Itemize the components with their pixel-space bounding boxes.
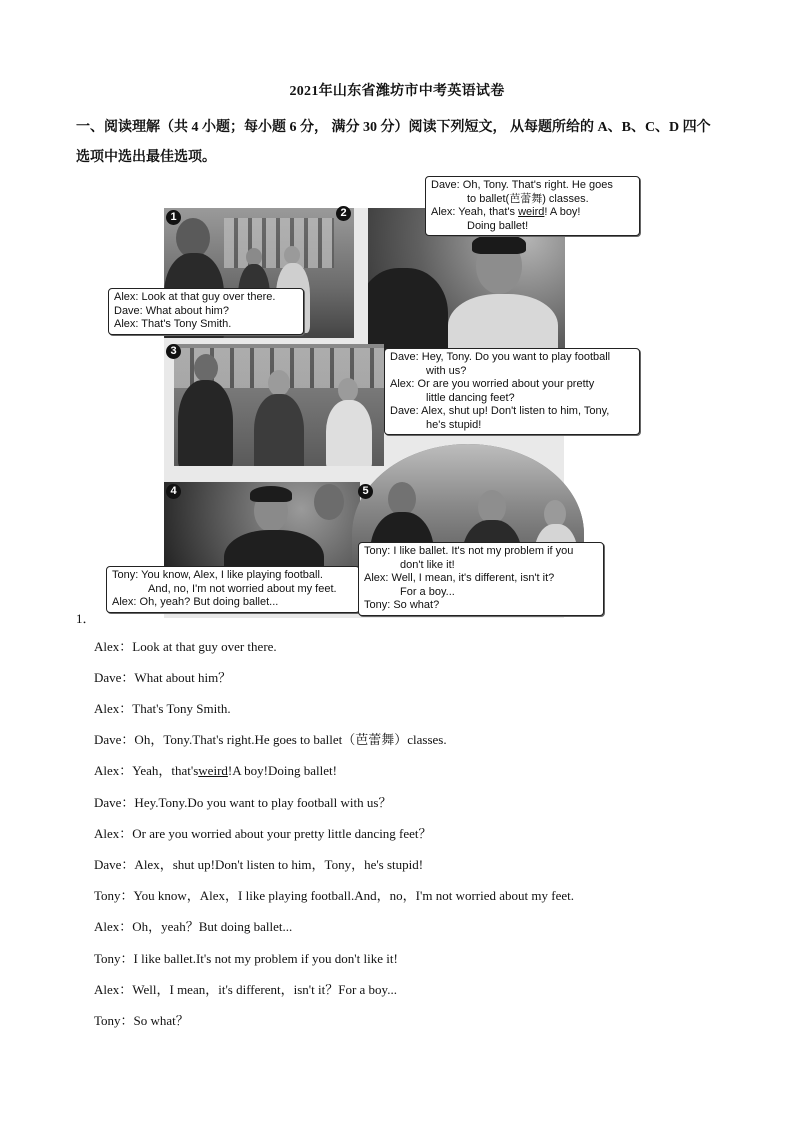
dialogue-line-8: Dave：Alex，shut up!Don't listen to him，Tony，he's stupid! (94, 857, 424, 872)
bubble-text: ! A boy! (544, 206, 581, 218)
dialogue-line-12: Alex：Well，I mean，it's different，isn't it？For a boy... (94, 982, 397, 997)
bubble-line: Doing ballet! (467, 219, 529, 232)
bubble-line: Alex: Oh, yeah? But doing ballet... (112, 596, 279, 608)
dialogue-line-2: Dave：What about him？ (94, 670, 232, 685)
panel-number-5: 5 (358, 484, 373, 499)
speech-bubble-3 (384, 348, 640, 435)
bubble-line: Alex: Look at that guy over there. (114, 291, 276, 303)
dialogue-line-9: Tony：You know，Alex，I like playing football.And，no，I'm not worried about my feet. (94, 888, 574, 903)
dialogue-text: Alex：Yeah，that's (94, 763, 199, 778)
dialogue-line-5 (94, 760, 337, 779)
comic-panel-4 (164, 482, 360, 572)
bubble-line: don't like it! (400, 558, 455, 571)
bubble-line: with us? (426, 364, 467, 377)
underlined-word: weird (518, 206, 545, 218)
bubble-line: Dave: Hey, Tony. Do you want to play football (390, 351, 611, 363)
bubble-line: Tony: You know, Alex, I like playing football. (112, 569, 323, 581)
bubble-line: he's stupid! (426, 418, 482, 431)
bubble-line: And, no, I'm not worried about my feet. (148, 582, 337, 595)
speech-bubble-2 (425, 176, 640, 236)
dialogue-line-13: Tony：So what？ (94, 1013, 189, 1028)
panel-number-2: 2 (336, 206, 351, 221)
bubble-line: little dancing feet? (426, 391, 515, 404)
bubble-line: Tony: I like ballet. It's not my problem if you (364, 545, 574, 557)
bubble-line: Dave: What about him? (114, 304, 229, 317)
speech-bubble-1 (108, 288, 304, 335)
speech-bubble-5 (358, 542, 604, 616)
bubble-line (431, 206, 634, 220)
dialogue-line-1: Alex：Look at that guy over there. (94, 639, 277, 654)
panel-number-4: 4 (166, 484, 181, 499)
bubble-line: Dave: Alex, shut up! Don't listen to him, Tony, (390, 405, 610, 417)
bubble-line: Alex: Well, I mean, it's different, isn't it? (364, 572, 555, 584)
page-title: 2021年山东省潍坊市中考英语试卷 (289, 84, 505, 99)
dialogue-line-4: Dave：Oh，Tony.That's right.He goes to ballet（芭蕾舞）classes. (94, 732, 447, 747)
instruction-line-2: 选项中选出最佳选项。 (76, 150, 216, 165)
bubble-text: Alex: Yeah, that's (431, 206, 519, 218)
speech-bubble-4 (106, 566, 360, 613)
dialogue-line-11: Tony：I like ballet.It's not my problem if you don't like it! (94, 951, 398, 966)
underlined-word: weird (198, 763, 228, 778)
bubble-line: For a boy... (400, 585, 455, 598)
instruction-line-1: 一、阅读理解（共 4 小题；每小题 6 分， 满分 30 分）阅读下列短文， 从每题所给的 A、B、C、D 四个 (76, 120, 711, 135)
dialogue-line-3: Alex：That's Tony Smith. (94, 701, 231, 716)
bubble-line: Tony: So what? (364, 599, 440, 611)
bubble-line: Alex: That's Tony Smith. (114, 318, 232, 330)
dialogue-text: !A boy!Doing ballet! (227, 763, 337, 778)
dialogue-line-10: Alex：Oh，yeah？But doing ballet... (94, 919, 293, 934)
panel-number-3: 3 (166, 344, 181, 359)
bubble-line: to ballet(芭蕾舞) classes. (467, 192, 589, 205)
bubble-line: Alex: Or are you worried about your pretty (390, 378, 595, 390)
question-number: 1． (76, 611, 96, 626)
bubble-line: Dave: Oh, Tony. That's right. He goes (431, 179, 613, 191)
dialogue-line-7: Alex：Or are you worried about your pretty little dancing feet？ (94, 826, 432, 841)
panel-number-1: 1 (166, 210, 181, 225)
comic-strip (100, 172, 645, 620)
dialogue-line-6: Dave：Hey.Tony.Do you want to play football with us？ (94, 795, 392, 810)
